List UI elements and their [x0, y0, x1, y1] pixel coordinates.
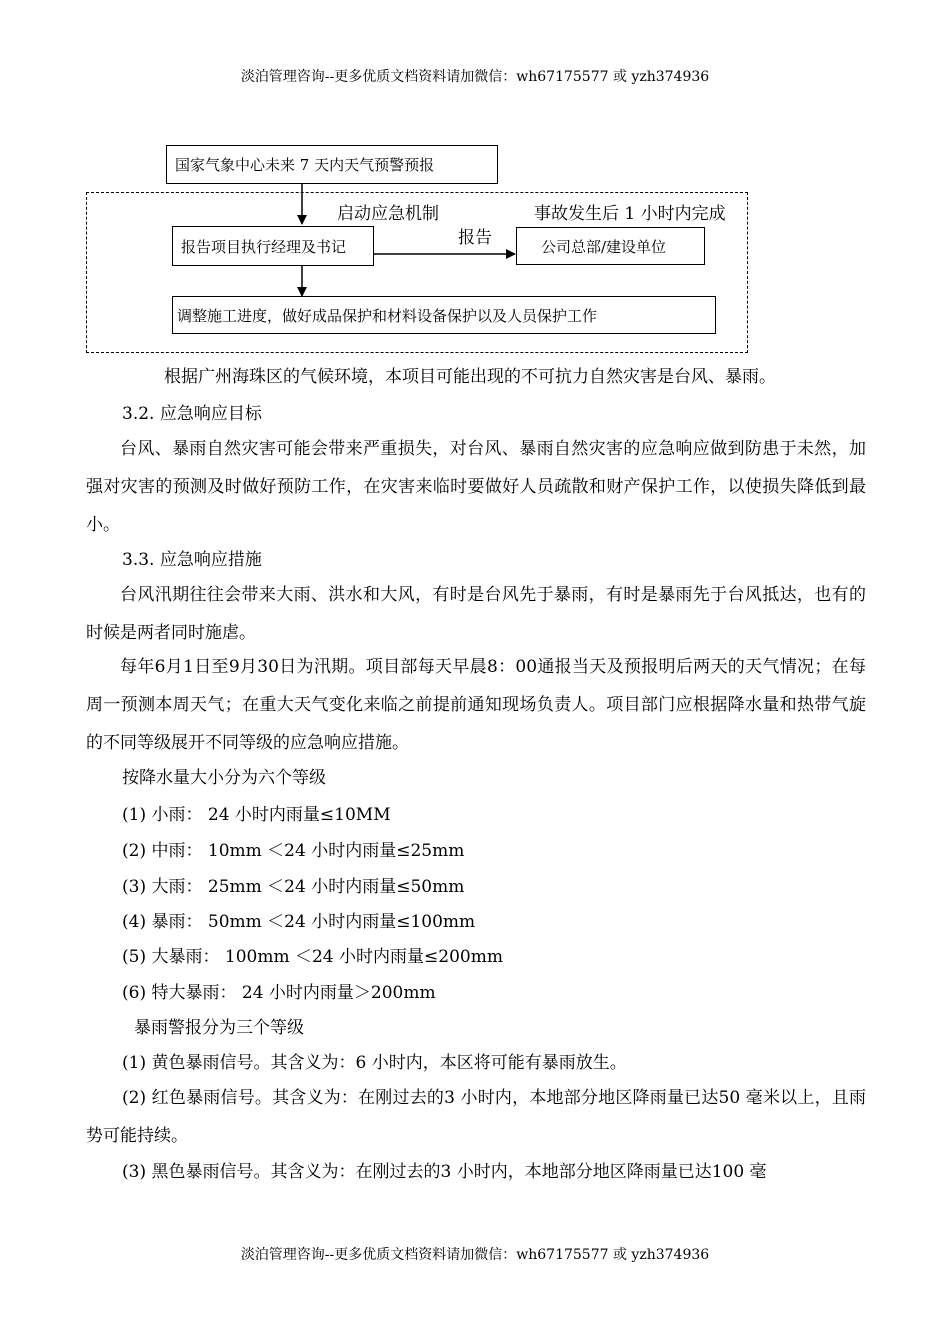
box-weather-forecast: 国家气象中心未来 7 天内天气预警预报	[166, 145, 498, 184]
paragraph-measures-2: 每年6月1日至9月30日为汛期。项目部每天早晨8：00通报当天及预报明后两天的天气情况；在每周一预测本周天气；在重大天气变化来临之前提前通知现场负责人。项目部门应根据降水量和热带气旋的不同等级展开不同等级的应急响应措施。	[86, 657, 866, 753]
flowchart-arrows	[0, 0, 950, 400]
warning-item: (2) 红色暴雨信号。其含义为：在刚过去的3 小时内，本地部分地区降雨量已达50 毫米以上，且雨势可能持续。	[86, 1088, 866, 1146]
paragraph-measures-1: 台风汛期往往会带来大雨、洪水和大风，有时是台风先于暴雨，有时是暴雨先于台风抵达，也有的时候是两者同时施虐。	[86, 585, 866, 643]
box-company-hq: 公司总部/建设单位	[516, 227, 705, 265]
label-deadline: 事故发生后 1 小时内完成	[534, 204, 726, 224]
rain-level-item: (5) 大暴雨： 100mm ＜24 小时内雨量≤200mm	[122, 947, 503, 967]
intro-paragraph: 根据广州海珠区的气候环境，本项目可能出现的不可抗力自然灾害是台风、暴雨。	[164, 367, 776, 387]
label-report: 报告	[458, 228, 492, 248]
warning-levels-title: 暴雨警报分为三个等级	[134, 1018, 304, 1038]
page-footer: 淡泊管理咨询--更多优质文档资料请加微信：wh67175577 或 yzh374936	[240, 1247, 710, 1263]
page-header: 淡泊管理咨询--更多优质文档资料请加微信：wh67175577 或 yzh374936	[240, 69, 710, 85]
box-adjust-work: 调整施工进度，做好成品保护和材料设备保护以及人员保护工作	[172, 296, 716, 334]
rain-level-item: (3) 大雨： 25mm ＜24 小时内雨量≤50mm	[122, 877, 465, 897]
rain-level-item: (2) 中雨： 10mm ＜24 小时内雨量≤25mm	[122, 841, 465, 861]
paragraph-target: 台风、暴雨自然灾害可能会带来严重损失，对台风、暴雨自然灾害的应急响应做到防患于未然，加强对灾害的预测及时做好预防工作，在灾害来临时要做好人员疏散和财产保护工作，以使损失降低到最小。	[86, 439, 866, 535]
label-start-mechanism: 启动应急机制	[337, 204, 439, 224]
box-report-manager: 报告项目执行经理及书记	[172, 226, 374, 266]
heading-3-2: 3.2. 应急响应目标	[122, 404, 262, 424]
rain-level-item: (4) 暴雨： 50mm ＜24 小时内雨量≤100mm	[122, 912, 476, 932]
rain-level-item: (1) 小雨： 24 小时内雨量≤10MM	[122, 805, 391, 825]
warning-item: (3) 黑色暴雨信号。其含义为：在刚过去的3 小时内，本地部分地区降雨量已达100 毫	[122, 1162, 767, 1182]
warning-item: (1) 黄色暴雨信号。其含义为：6 小时内，本区将可能有暴雨放生。	[122, 1053, 627, 1073]
rain-levels-title: 按降水量大小分为六个等级	[122, 768, 326, 788]
heading-3-3: 3.3. 应急响应措施	[122, 550, 262, 570]
rain-level-item: (6) 特大暴雨： 24 小时内雨量＞200mm	[122, 983, 436, 1003]
